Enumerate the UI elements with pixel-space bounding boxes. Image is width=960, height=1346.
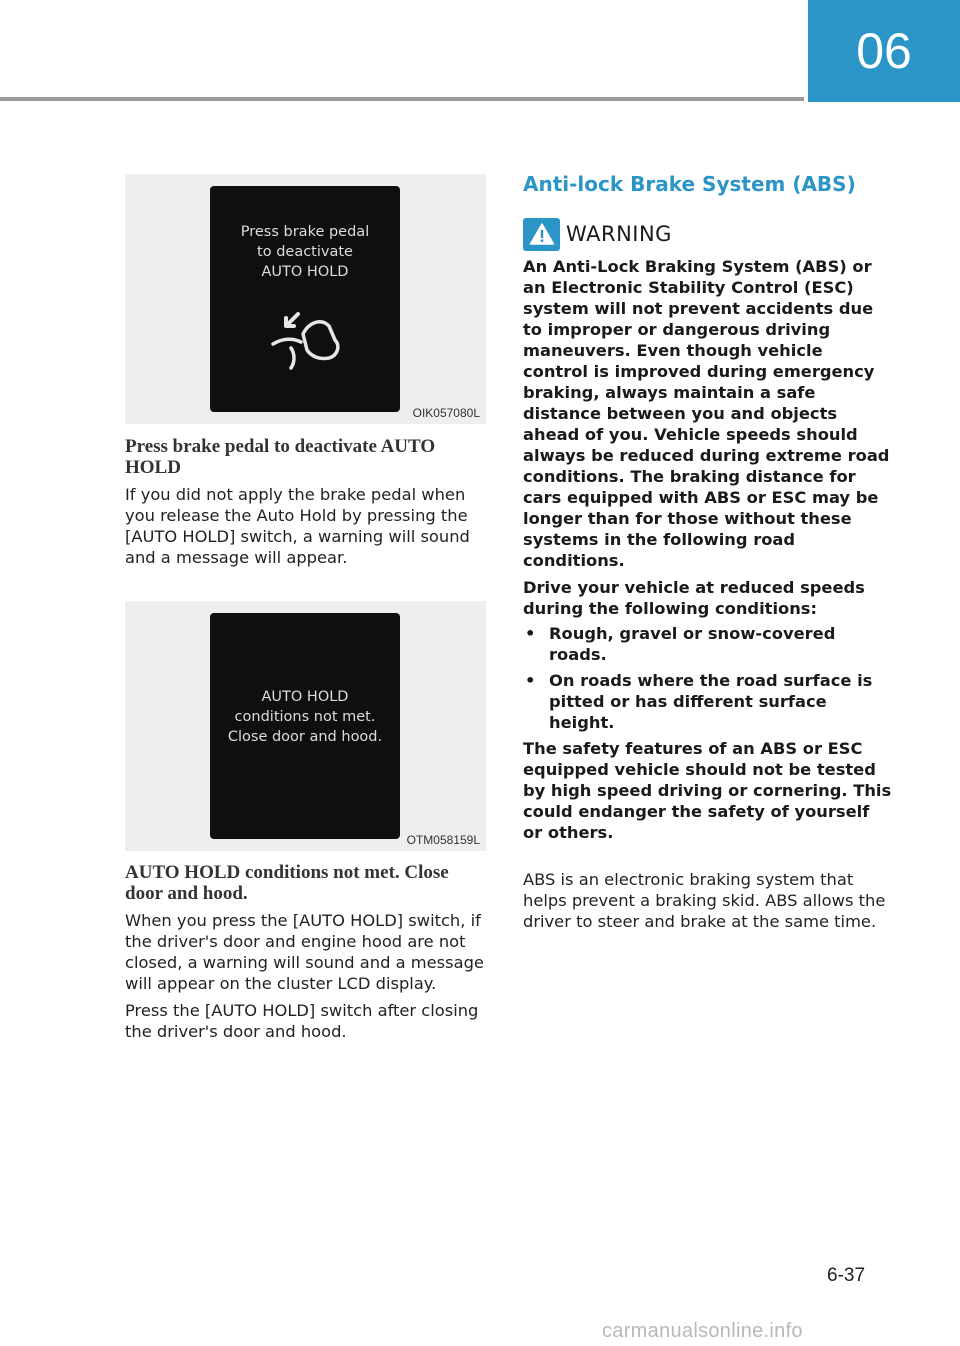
warning-paragraph: An Anti-Lock Braking System (ABS) or an Electronic Stability Control (ESC) system will not prevent accidents due to improper or dangerous driving maneuvers. Even though vehicle control is improved during emergency braking, always maintain a safe distance between you and objects ahead of you. Vehicle speeds should always be reduced during extreme road conditions. The braking distance for cars equipped with ABS or ESC may be longer than for those without these systems in the following road conditions. <box>523 257 890 570</box>
display-message: AUTO HOLD conditions not met. Close door and hood. <box>227 689 383 745</box>
chapter-number: 06 <box>856 23 912 79</box>
section-caption: Press brake pedal to deactivate AUTO HOLD <box>125 436 436 478</box>
header-rule <box>0 97 804 101</box>
figure-brake-pedal-message <box>125 174 486 424</box>
section-conditions-not-met <box>125 862 490 1042</box>
watermark: carmanualsonline.info <box>602 1320 803 1342</box>
abs-section <box>523 172 893 932</box>
list-item: • On roads where the road surface is pitted or has different surface height. <box>523 670 893 733</box>
warning-icon <box>523 218 560 251</box>
list-item: • Rough, gravel or snow-covered roads. <box>523 623 893 665</box>
warning-header <box>523 214 893 254</box>
chapter-tab <box>808 0 960 102</box>
section-paragraph: If you did not apply the brake pedal when you release the Auto Hold by pressing the [AUTO HOLD] switch, a warning will sound and a message will appear. <box>125 485 470 567</box>
brake-pedal-press-icon <box>265 300 345 372</box>
display-message: Press brake pedal to deactivate AUTO HOLD <box>240 224 370 280</box>
warning-paragraph: The safety features of an ABS or ESC equipped vehicle should not be tested by high speed driving or cornering. This could endanger the safety of yourself or others. <box>523 739 892 842</box>
figure-conditions-not-met <box>125 601 486 851</box>
cluster-display <box>210 186 400 412</box>
conditions-list <box>523 623 893 733</box>
cluster-display <box>210 613 400 839</box>
figure-code: OIK057080L <box>412 406 480 420</box>
figure-code: OTM058159L <box>406 833 480 847</box>
page-number: 6-37 <box>827 1265 866 1286</box>
abs-description: ABS is an electronic braking system that helps prevent a braking skid. ABS allows the driver to steer and brake at the same time. <box>523 870 886 931</box>
section-brake-pedal <box>125 436 490 568</box>
section-paragraph: Press the [AUTO HOLD] switch after closing the driver's door and hood. <box>125 1001 479 1041</box>
section-paragraph: When you press the [AUTO HOLD] switch, if the driver's door and engine hood are not closed, a warning will sound and a message will appear on the cluster LCD display. <box>125 911 484 993</box>
section-caption: AUTO HOLD conditions not met. Close door and hood. <box>125 862 449 904</box>
warning-label: WARNING <box>566 222 672 246</box>
section-title: Anti-lock Brake System (ABS) <box>523 172 856 196</box>
warning-paragraph: Drive your vehicle at reduced speeds during the following conditions: <box>523 578 865 618</box>
